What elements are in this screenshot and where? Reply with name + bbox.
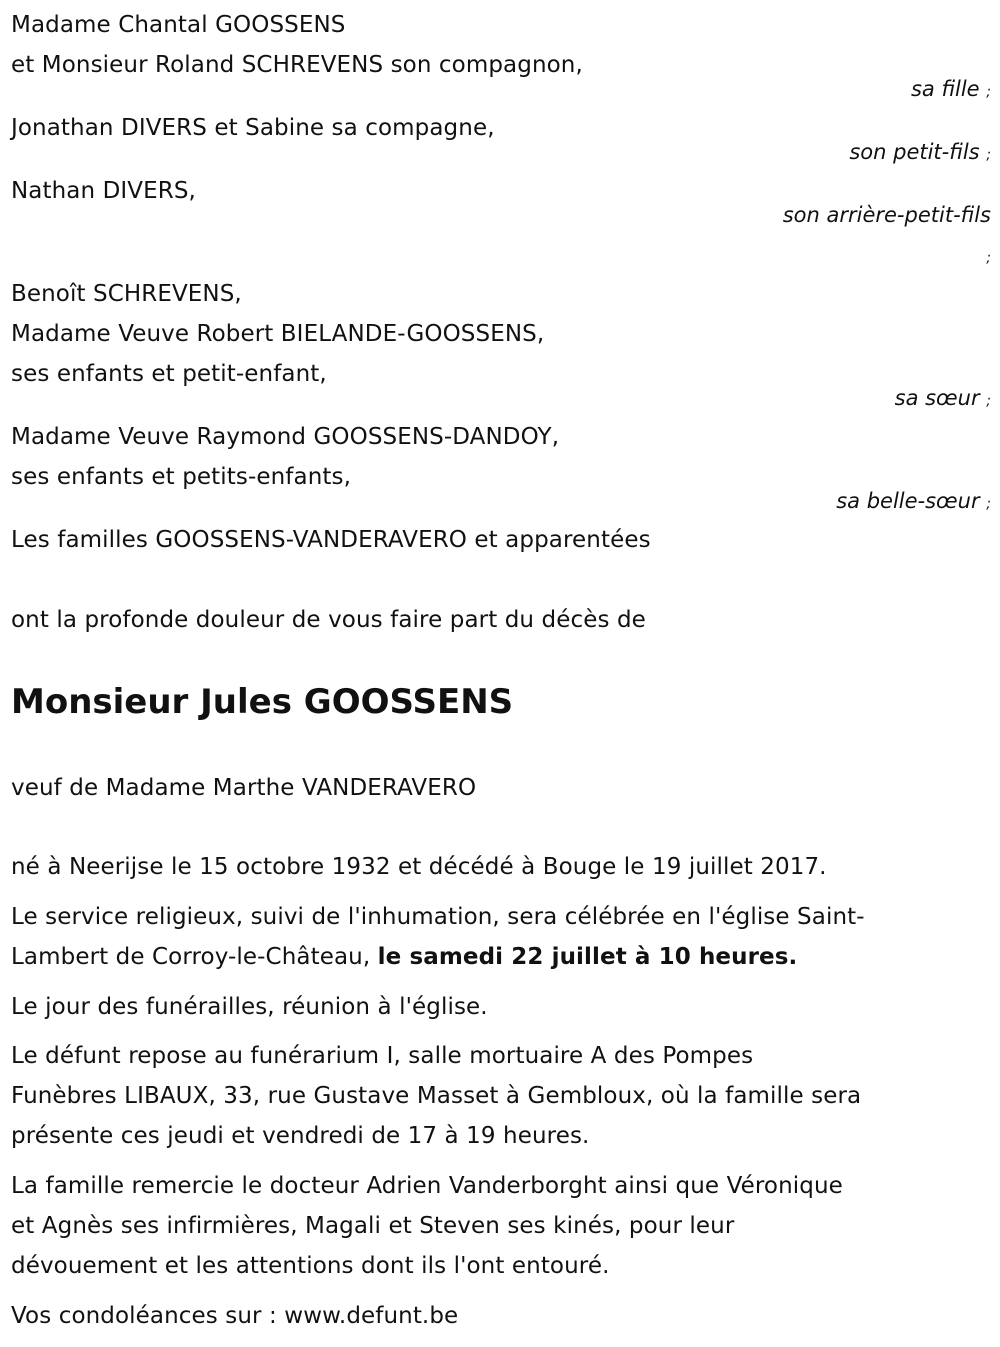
service-location: Lambert de Corroy-le-Château, bbox=[11, 944, 378, 970]
condolences-prefix: Vos condoléances sur : bbox=[11, 1303, 285, 1329]
family-line: Les familles GOOSSENS-VANDERAVERO et apparentées bbox=[11, 527, 651, 553]
condolences-text bbox=[11, 1301, 458, 1331]
birth-death-text: né à Neerijse le 15 octobre 1932 et décédé à Bouge le 19 juillet 2017. bbox=[11, 854, 827, 880]
thanks-line: La famille remercie le docteur Adrien Vanderborght ainsi que Véronique bbox=[11, 1173, 843, 1199]
relation-label bbox=[895, 384, 991, 415]
family-line: Nathan DIVERS, bbox=[11, 178, 196, 204]
service-line bbox=[11, 942, 797, 972]
family-line: et Monsieur Roland SCHREVENS son compagnon, bbox=[11, 52, 583, 78]
reunion-text: Le jour des funérailles, réunion à l'église. bbox=[11, 994, 488, 1020]
deceased-name: Monsieur Jules GOOSSENS bbox=[11, 682, 514, 722]
family-line: ses enfants et petit-enfant, bbox=[11, 361, 327, 387]
relation-semicolon: ; bbox=[986, 147, 991, 163]
family-line: Madame Veuve Robert BIELANDE-GOOSSENS, bbox=[11, 321, 545, 347]
family-line: Benoît SCHREVENS, bbox=[11, 281, 242, 307]
relation-semicolon: ; bbox=[986, 84, 991, 100]
relation-label bbox=[783, 201, 991, 229]
relation-semicolon: ; bbox=[986, 393, 991, 409]
repose-line: Le défunt repose au funérarium I, salle mortuaire A des Pompes bbox=[11, 1043, 754, 1069]
service-line: Le service religieux, suivi de l'inhumation, sera célébrée en l'église Saint- bbox=[11, 904, 865, 930]
relation-label bbox=[986, 241, 991, 272]
relation-text: sa fille bbox=[910, 77, 980, 101]
relation-text: son arrière-petit-fils bbox=[782, 203, 991, 227]
relation-label bbox=[836, 487, 991, 518]
repose-line: Funèbres LIBAUX, 33, rue Gustave Masset à Gembloux, où la famille sera bbox=[11, 1083, 862, 1109]
announcement-text: ont la profonde douleur de vous faire part du décès de bbox=[11, 607, 646, 633]
widower-text: veuf de Madame Marthe VANDERAVERO bbox=[11, 775, 477, 801]
thanks-line: dévouement et les attentions dont ils l'ont entouré. bbox=[11, 1253, 610, 1279]
relation-text: sa sœur bbox=[894, 386, 980, 410]
relation-label bbox=[911, 75, 991, 106]
repose-line: présente ces jeudi et vendredi de 17 à 19 heures. bbox=[11, 1123, 590, 1149]
relation-text: sa belle-sœur bbox=[836, 489, 980, 513]
relation-semicolon: ; bbox=[986, 496, 991, 512]
family-line: ses enfants et petits-enfants, bbox=[11, 464, 351, 490]
relation-label bbox=[849, 138, 991, 169]
family-line: Madame Chantal GOOSSENS bbox=[11, 12, 346, 38]
family-line: Madame Veuve Raymond GOOSSENS-DANDOY, bbox=[11, 424, 560, 450]
relation-semicolon: ; bbox=[986, 250, 991, 266]
condolences-link[interactable]: www.defunt.be bbox=[284, 1303, 459, 1329]
service-datetime: le samedi 22 juillet à 10 heures. bbox=[377, 944, 798, 970]
thanks-line: et Agnès ses infirmières, Magali et Steven ses kinés, pour leur bbox=[11, 1213, 735, 1239]
family-line: Jonathan DIVERS et Sabine sa compagne, bbox=[11, 115, 495, 141]
relation-text: son petit-fils bbox=[849, 140, 980, 164]
